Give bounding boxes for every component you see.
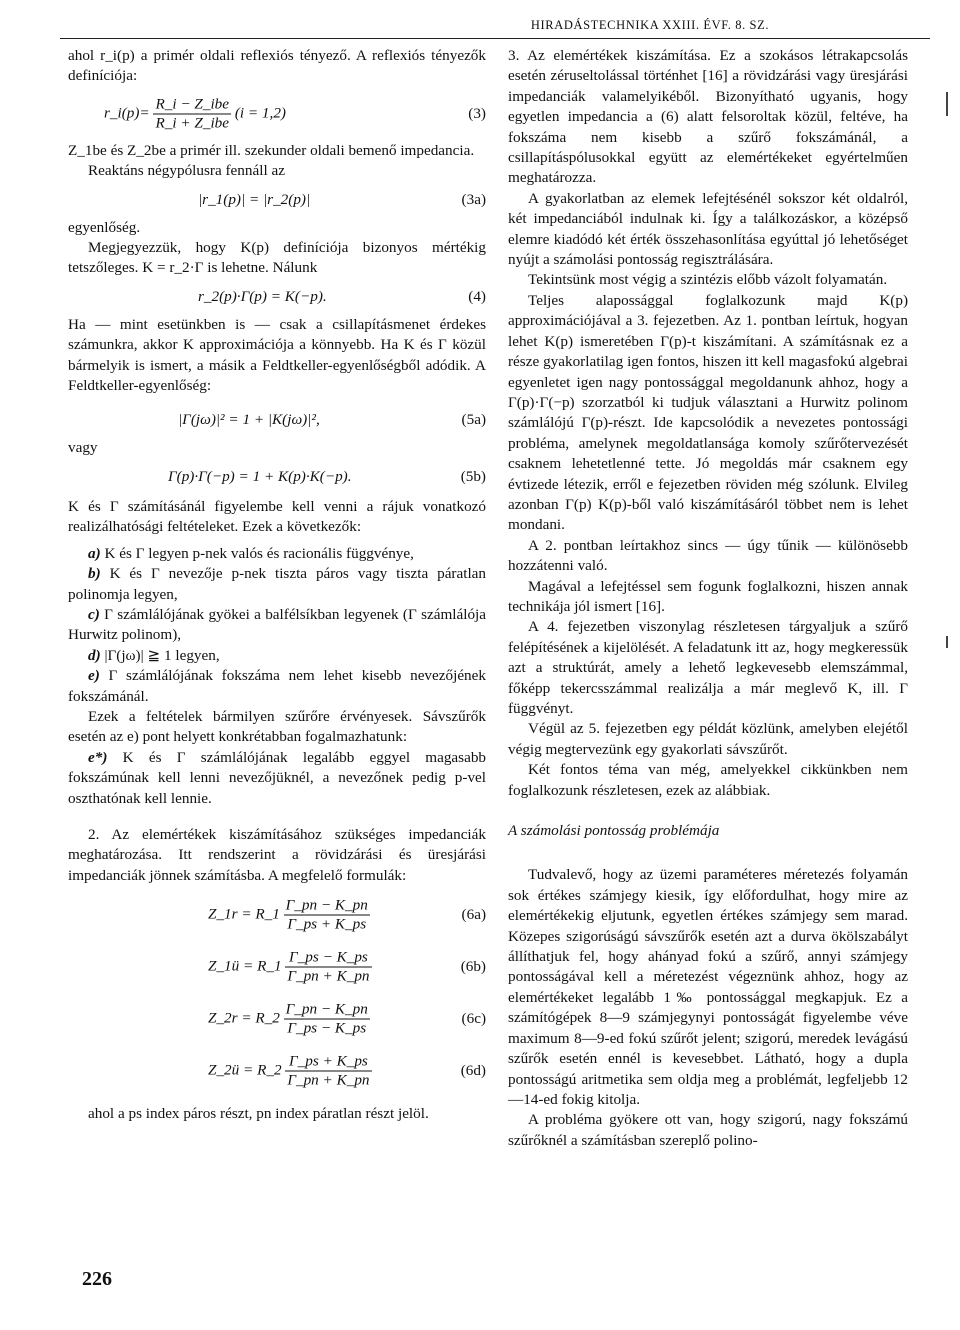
denominator: Γ_ps − K_ps	[287, 1019, 367, 1037]
equation-body: |Γ(jω)|² = 1 + |K(jω)|²,	[178, 411, 320, 429]
equation-number: (6d)	[460, 1061, 486, 1079]
item-text: K és Γ számlálójának legalább eggyel magasabb fokszámúnak kell lenni nevezőjüknél, a nevezőnek pedig p-vel oszthatónak kell lennie.	[68, 748, 487, 807]
item-label: e)	[88, 667, 100, 685]
list-item	[68, 564, 486, 605]
paragraph: egyenlőség.	[68, 218, 141, 236]
margin-mark	[946, 92, 948, 116]
paragraph: Z_1be és Z_2be a primér ill. szekunder oldali bemenő impedancia.	[68, 141, 475, 159]
paragraph: Tekintsünk most végig a szintézis előbb vázolt folyamatán.	[528, 271, 888, 289]
equation-6-group	[68, 892, 486, 1094]
item-text: Γ számlálójának gyökei a balfélsíkban legyenek (Γ számlálója Hurwitz polinom),	[68, 605, 487, 644]
paragraph: A probléma gyökere ott van, hogy szigorú, nagy fokszámú szűrőknél a számításban szereplő polino-	[508, 1111, 908, 1149]
paragraph: vagy	[68, 439, 98, 457]
equation-6b	[68, 944, 486, 990]
item-label: b)	[88, 565, 101, 583]
paragraph: Végül az 5. fejezetben egy példát közlünk, amelyben elejétől végig megtervezünk egy gyakorlati sávszűrőt.	[508, 720, 908, 758]
header-rule	[60, 38, 930, 39]
section-title: A számolási pontosság problémája	[508, 822, 720, 840]
equation-body: r_2(p)·Γ(p) = K(−p).	[198, 287, 327, 305]
condition-list	[68, 544, 486, 707]
paragraph: Magával a lefejtéssel sem fogunk foglalkozni, hiszen annak technikája jól ismert [16].	[508, 577, 908, 615]
fraction	[285, 949, 371, 986]
equation-number: (3)	[468, 104, 486, 122]
item-label: e*)	[88, 748, 108, 766]
paragraph: 3. Az elemértékek kiszámítása. Ez a szokásos létrakapcsolás esetén zéruseltolással történhet [16] a rövidzárási vagy üresjárási impedanciák valamelyikéből. Bizonyítható ugyanis, hogy egyetlen impedancia a (6) alatt felsoroltak közül, feltéve, ha fokszáma nem kisebb a szűrő fokszámánál, a csillapításpólusokkal együtt az elemértékeket egyértelműen meghatározza.	[508, 47, 908, 187]
equation-condition: (i = 1,2)	[234, 104, 286, 122]
numerator: Γ_pn − K_pn	[285, 896, 368, 914]
paragraph: A 2. pontban leírtakhoz sincs — úgy tűnik — különösebb hozzátenni való.	[508, 536, 908, 575]
equation-number: (5a)	[461, 411, 486, 429]
paragraph: Tudvalevő, hogy az üzemi paraméteres méretezés folyamán sok értékes számjegy kiesik, így előfordulhat, hogy mire az elemértékekig eljutunk, egyetlen értékes számjegy sem marad. Közepes szigorúságú sávszűrők esetén azt a durva ökölszabályt állíthatjuk fel, hogy ahányad fokú a szűrő, annyi számjegy pontosságával kell a méretezést végeznünk ahhoz, hogy az elemértékeket legalább 1‰ pontossággal megkapjuk. Ez a számítógépek 8—9 számjegynyi pontosságát figyelembe véve maximum 8—9-ed fokú szűrőt jelent; szigorú, meredek levágású szűrők esetén ennél is kevesebbet. Látható, hogy a dupla pontosságú aritmetika sem oldja meg a problémát, legfeljebb 12—14-ed fokig kitolja.	[508, 866, 908, 1108]
running-header: HIRADÁSTECHNIKA XXIII. ÉVF. 8. SZ.	[530, 18, 770, 32]
denominator: Γ_pn + K_pn	[287, 1071, 370, 1089]
margin-mark	[946, 636, 948, 648]
item-text: K és Γ nevezője p-nek tiszta páros vagy tiszta páratlan polinomja legyen,	[68, 565, 487, 603]
item-text: K és Γ legyen p-nek valós és racionális függvénye,	[104, 544, 414, 562]
equation-number: (3a)	[461, 190, 486, 208]
denominator: Γ_pn + K_pn	[287, 967, 370, 985]
fraction	[153, 95, 231, 132]
paragraph: A 4. fejezetben viszonylag részletesen tárgyaljuk a szűrő felépítésének a kijelölését. A feladatunk itt az, hogy megkeressük azt a struktúrát, amely a lehető legkevesebb elemszámmal, főképp tekercsszámmal realizálja a már meglevő K, ill. Γ függvényt.	[508, 618, 908, 717]
paragraph: ahol a ps index páros részt, pn index páratlan részt jelöl.	[88, 1105, 429, 1123]
numerator: Γ_ps + K_ps	[285, 1053, 371, 1072]
equation-lhs: Z_1r = R_1	[208, 905, 280, 923]
list-item	[68, 666, 486, 707]
equation-4	[68, 283, 486, 311]
item-label: c)	[88, 605, 100, 623]
denominator: Γ_ps + K_ps	[287, 915, 367, 933]
denominator: R_i + Z_ibe	[155, 114, 230, 132]
equation-body: |r_1(p)| = |r_2(p)|	[198, 190, 311, 208]
right-column	[508, 46, 908, 1151]
paragraph: Reaktáns négypólusra fennáll az	[88, 162, 285, 180]
equation-number: (4)	[468, 287, 486, 305]
paragraph: Teljes alapossággal foglalkozunk majd K(p) approximációjával a 3. fejezetben. Az 1. pontban leírtuk, hogyan lehet K(p) ismeretében Γ(p)-t kiszámítani. A számításnak ez a része gyakorlatilag igen fontos, hiszen itt kell magasfokú algebrai egyenletet igen nagy pontossággal megoldanunk ahhoz, hogy a Γ(p)·Γ(−p) szorzatból ki tudjuk választani a Hurwitz polinom számlálójú Γ(p)-részt. Ide kapcsolódik a nevezetes pontossági probléma, amelynek megoldatlansága komoly szűrőtervezését csaknem lehetetlenné tette. Jó megoldás már csaknem egy évtizede létezik, erről e fejezetben röviden még szólunk. Elvileg azonban Γ(p) K(p)-ből való kiszámításáról többet nem is lehet mondani.	[508, 291, 908, 534]
equation-5b	[68, 463, 486, 491]
paragraph: A gyakorlatban az elemek lefejtésénél sokszor két oldalról, két impedanciából indulnak ki. Így a találkozáskor, a középső elemre kiadódó két érték összehasonlítása egyúttal jó lehetőséget nyújt a számolási pontosság regisztrálására.	[508, 189, 908, 269]
equation-number: (5b)	[460, 467, 486, 485]
left-column	[68, 46, 486, 1125]
item-text: |Γ(jω)| ≧ 1 legyen,	[104, 646, 220, 664]
equation-body: Γ(p)·Γ(−p) = 1 + K(p)·K(−p).	[168, 467, 352, 485]
equation-3	[68, 93, 486, 135]
paragraph: K és Γ számításánál figyelembe kell venni a rájuk vonatkozó realizálhatósági feltételeket. Ezek a következők:	[68, 497, 486, 536]
paragraph: Ha — mint esetünkben is — csak a csillapításmenet érdekes számunkra, akkor K approximációja a könnyebb. Ha K és Γ közül bármelyik is ismert, a másik a Feldtkeller-egyenlőségből adódik. A Feldtkeller-egyenlőség:	[68, 315, 486, 395]
item-text: Γ számlálójának fokszáma nem lehet kisebb nevezőjének fokszámánál.	[68, 667, 486, 705]
fraction	[284, 897, 370, 934]
paragraph: Megjegyezzük, hogy K(p) definíciója bizonyos mértékig tetszőleges. K = r_2·Γ is lehetne. Nálunk	[68, 239, 486, 277]
numerator: Γ_pn − K_pn	[285, 1000, 368, 1018]
equation-lhs: Z_2r = R_2	[208, 1009, 280, 1027]
fraction	[284, 1001, 370, 1038]
equation-6c	[68, 996, 486, 1042]
equation-lhs: Z_1ü = R_1	[208, 957, 282, 975]
page-number: 226	[82, 1268, 112, 1290]
item-label: d)	[88, 646, 101, 664]
list-item	[68, 748, 486, 809]
equation-6a	[68, 892, 486, 938]
equation-number: (6b)	[460, 957, 486, 975]
paragraph: Két fontos téma van még, amelyekkel cikkünkben nem foglalkozunk részletesen, ezek az alábbiak.	[508, 761, 908, 799]
equation-number: (6c)	[461, 1009, 486, 1027]
item-label: a)	[88, 544, 101, 562]
list-item	[68, 605, 486, 646]
numerator: R_i − Z_ibe	[155, 95, 230, 113]
list-item	[68, 544, 486, 564]
equation-number: (6a)	[461, 905, 486, 923]
equation-3a	[68, 186, 486, 214]
equation-5a	[68, 406, 486, 434]
numerator: Γ_ps − K_ps	[285, 949, 371, 968]
fraction	[285, 1053, 371, 1090]
equation-lhs: Z_2ü = R_2	[208, 1061, 282, 1079]
equation-lhs: r_i(p)=	[104, 104, 150, 122]
list-item	[68, 646, 486, 666]
paragraph: ahol r_i(p) a primér oldali reflexiós tényező. A reflexiós tényezők definíciója:	[68, 47, 486, 85]
paragraph: 2. Az elemértékek kiszámításához szükséges impedanciák meghatározása. Itt rendszerint a rövidzárási és üresjárási impedanciák jönnek számításba. A megfelelő formulák:	[68, 825, 486, 884]
paragraph: Ezek a feltételek bármilyen szűrőre érvényesek. Sávszűrők esetén az e) pont helyett konkrétabban fogalmazhatunk:	[68, 707, 486, 746]
equation-6d	[68, 1048, 486, 1094]
